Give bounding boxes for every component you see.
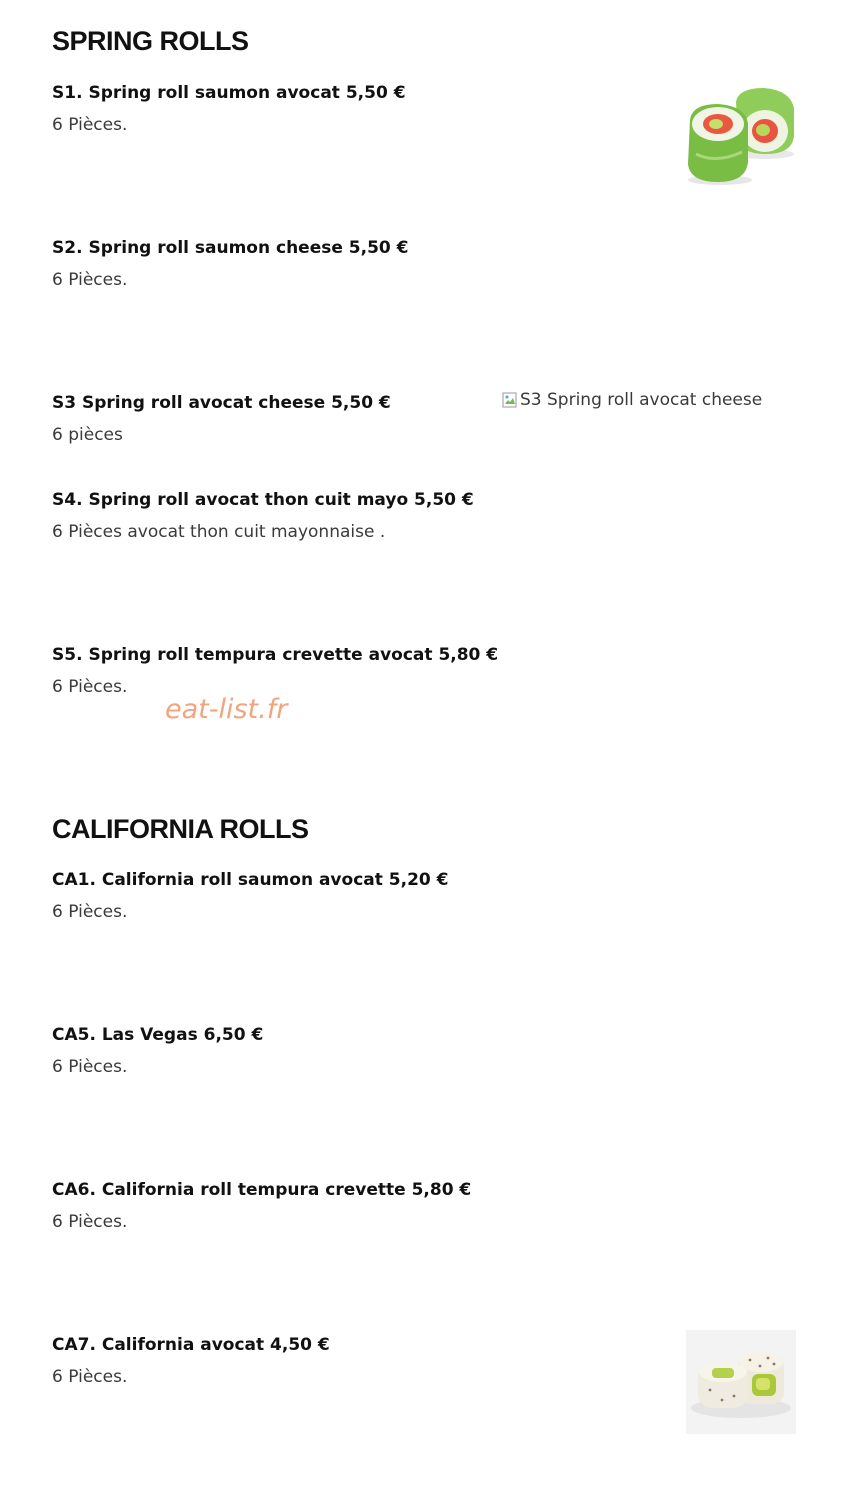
menu-item-ca7 <box>52 1334 672 1388</box>
broken-image-alt-text: S3 Spring roll avocat cheese <box>520 390 763 410</box>
broken-image-s3 <box>502 390 762 410</box>
item-description: 6 Pièces avocat thon cuit mayonnaise . <box>52 522 386 542</box>
broken-image-icon <box>502 392 518 408</box>
item-description: 6 Pièces. <box>52 1367 128 1387</box>
watermark: eat-list.fr <box>165 694 288 725</box>
item-title: S3 Spring roll avocat cheese 5,50 € <box>52 393 391 413</box>
spring-roll-photo <box>686 84 796 188</box>
item-description: 6 Pièces. <box>52 677 128 697</box>
item-title: CA6. California roll tempura crevette 5,80 € <box>52 1180 472 1200</box>
item-description: 6 pièces <box>52 425 123 445</box>
menu-item-ca1 <box>52 869 672 923</box>
menu-item-ca5 <box>52 1024 672 1078</box>
item-title: S4. Spring roll avocat thon cuit mayo 5,50 € <box>52 490 474 510</box>
menu-item-ca6 <box>52 1179 672 1233</box>
item-title: CA7. California avocat 4,50 € <box>52 1335 330 1355</box>
item-description: 6 Pièces. <box>52 902 128 922</box>
item-description: 6 Pièces. <box>52 1057 128 1077</box>
section-title-california-rolls: CALIFORNIA ROLLS <box>52 814 309 844</box>
item-title: S5. Spring roll tempura crevette avocat 5,80 € <box>52 645 499 665</box>
menu-item-s5 <box>52 644 672 698</box>
item-title: S2. Spring roll saumon cheese 5,50 € <box>52 238 409 258</box>
california-roll-photo <box>686 1330 796 1434</box>
item-title: CA1. California roll saumon avocat 5,20 € <box>52 870 449 890</box>
item-description: 6 Pièces. <box>52 115 128 135</box>
section-title-spring-rolls: SPRING ROLLS <box>52 26 249 56</box>
item-description: 6 Pièces. <box>52 1212 128 1232</box>
item-description: 6 Pièces. <box>52 270 128 290</box>
menu-item-s1 <box>52 82 672 136</box>
item-title: S1. Spring roll saumon avocat 5,50 € <box>52 83 406 103</box>
menu-item-s4 <box>52 489 672 543</box>
item-title: CA5. Las Vegas 6,50 € <box>52 1025 264 1045</box>
menu-item-s2 <box>52 237 672 291</box>
